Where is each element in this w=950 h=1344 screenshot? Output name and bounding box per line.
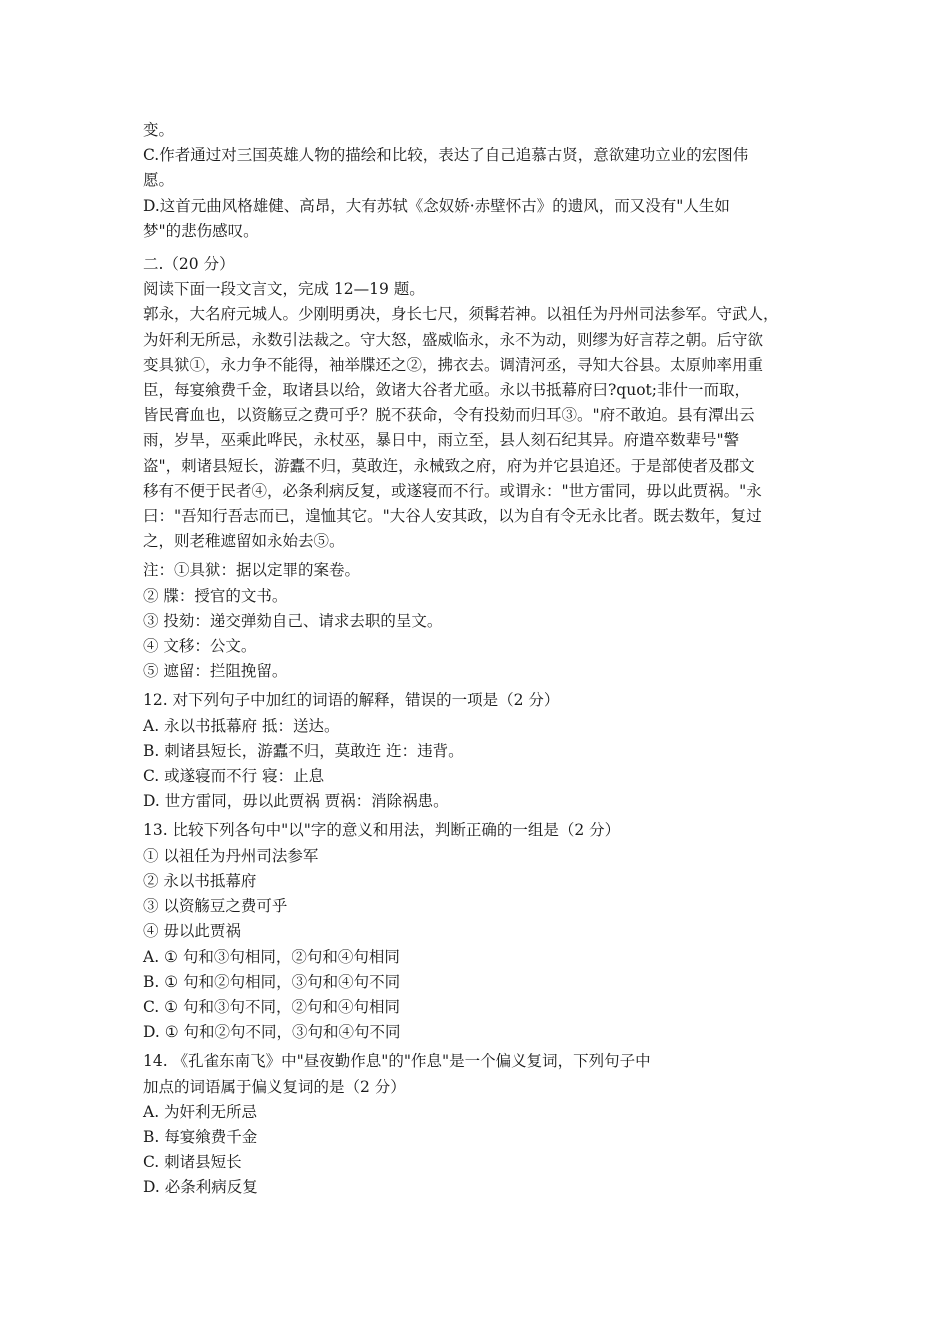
question-14: [143, 1049, 823, 1200]
annotation-notes: [143, 558, 823, 684]
option-c: C.作者通过对三国英雄人物的描绘和比较，表达了自己追慕古贤，意欲建功立业的宏图伟: [143, 146, 749, 165]
question-stem: 12. 对下列句子中加红的词语的解释，错误的一项是（2 分）: [143, 691, 560, 710]
note-line: ③ 投劾：递交弹劾自己、请求去职的呈文。: [143, 611, 443, 630]
passage-line: 曰："吾知行吾志而已，遑恤其它。"大谷人安其政，以为自有令无永比者。既去数年，复过: [143, 507, 762, 526]
previous-question-options: [143, 118, 823, 244]
section-header: [143, 252, 823, 302]
option-c: C. ① 句和③句不同，②句和④句相同: [143, 997, 400, 1016]
passage-line: 变具狱①，永力争不能得，袖举牒还之②，拂衣去。调清河丞，寻知大谷县。太原帅率用重: [143, 355, 764, 374]
sentence-item: ① 以祖任为丹州司法参军: [143, 846, 319, 865]
passage-line: 盗"，刺诸县短长，游蠹不归，莫敢迕，永械致之府，府为并它县追还。于是部使者及郡文: [143, 456, 755, 475]
passage-line: 皆民膏血也，以资觞豆之费可乎？脱不获命，令有投劾而归耳③。"府不敢迫。县有潭出云: [143, 406, 755, 425]
section-instruction: 阅读下面一段文言文，完成 12—19 题。: [143, 280, 425, 299]
note-line: ④ 文移：公文。: [143, 637, 257, 656]
sentence-item: ④ 毋以此贾祸: [143, 922, 241, 941]
passage-line: 移有不便于民者④，必条利病反复，或遂寝而不行。或谓永："世方雷同，毋以此贾祸。"永: [143, 481, 762, 500]
option-d: D. 世方雷同，毋以此贾祸 贾祸：消除祸患。: [143, 792, 449, 811]
option-d: D. ① 句和②句不同，③句和④句不同: [143, 1023, 401, 1042]
classical-passage: [143, 302, 823, 554]
passage-line: 之，则老稚遮留如永始去⑤。: [143, 532, 345, 551]
option-b: B. ① 句和②句相同，③句和④句不同: [143, 972, 401, 991]
question-stem: 13. 比较下列各句中"以"字的意义和用法，判断正确的一组是（2 分）: [143, 821, 621, 840]
note-line: ② 牒：授官的文书。: [143, 586, 288, 605]
question-stem: 14. 《孔雀东南飞》中"昼夜勤作息"的"作息"是一个偏义复词，下列句子中: [143, 1052, 651, 1071]
option-d: D.这首元曲风格雄健、高昂，大有苏轼《念奴娇·赤壁怀古》的遗风，而又没有"人生如: [143, 196, 730, 215]
note-line: ⑤ 遮留：拦阻挽留。: [143, 662, 288, 681]
sentence-item: ② 永以书抵幕府: [143, 871, 257, 890]
exam-page: [143, 118, 823, 1201]
passage-line: 郭永，大名府元城人。少刚明勇决，身长七尺，须髯若神。以祖任为丹州司法参军。守武人，: [143, 305, 779, 324]
option-b: B. 每宴飨费千金: [143, 1127, 258, 1146]
option-a: A. 永以书抵幕府 抵：送达。: [143, 716, 340, 735]
option-a: A. 为奸利无所忌: [143, 1102, 258, 1121]
note-line: 注：①具狱：据以定罪的案卷。: [143, 561, 361, 580]
option-a: A. ① 句和③句相同，②句和④句相同: [143, 947, 400, 966]
passage-line: 为奸利无所忌，永数引法裁之。守大怒，盛威临永，永不为动，则缪为好言荐之朝。后守欲: [143, 330, 764, 349]
question-12: [143, 688, 823, 814]
question-13: [143, 818, 823, 1045]
passage-line: 臣，每宴飨费千金，取诸县以给，敛诸大谷者尤亟。永以书抵幕府曰?quot;非什一而取，: [143, 381, 751, 400]
question-stem-continued: 加点的词语属于偏义复词的是（2 分）: [143, 1077, 406, 1096]
text-line: 变。: [143, 121, 175, 139]
option-c: C. 或遂寝而不行 寝：止息: [143, 767, 325, 786]
option-b: B. 刺诸县短长，游蠹不归，莫敢迕 迕：违背。: [143, 741, 464, 760]
text-line: 愿。: [143, 171, 175, 190]
option-c: C. 刺诸县短长: [143, 1153, 242, 1172]
option-d: D. 必条利病反复: [143, 1178, 258, 1197]
passage-line: 雨，岁旱，巫乘此哗民，永杖巫，暴日中，雨立至，县人刻石纪其异。府遣卒数辈号"警: [143, 431, 740, 450]
text-line: 梦"的悲伤感叹。: [143, 221, 259, 240]
section-heading: 二.（20 分）: [143, 255, 235, 274]
sentence-item: ③ 以资觞豆之费可乎: [143, 897, 288, 916]
